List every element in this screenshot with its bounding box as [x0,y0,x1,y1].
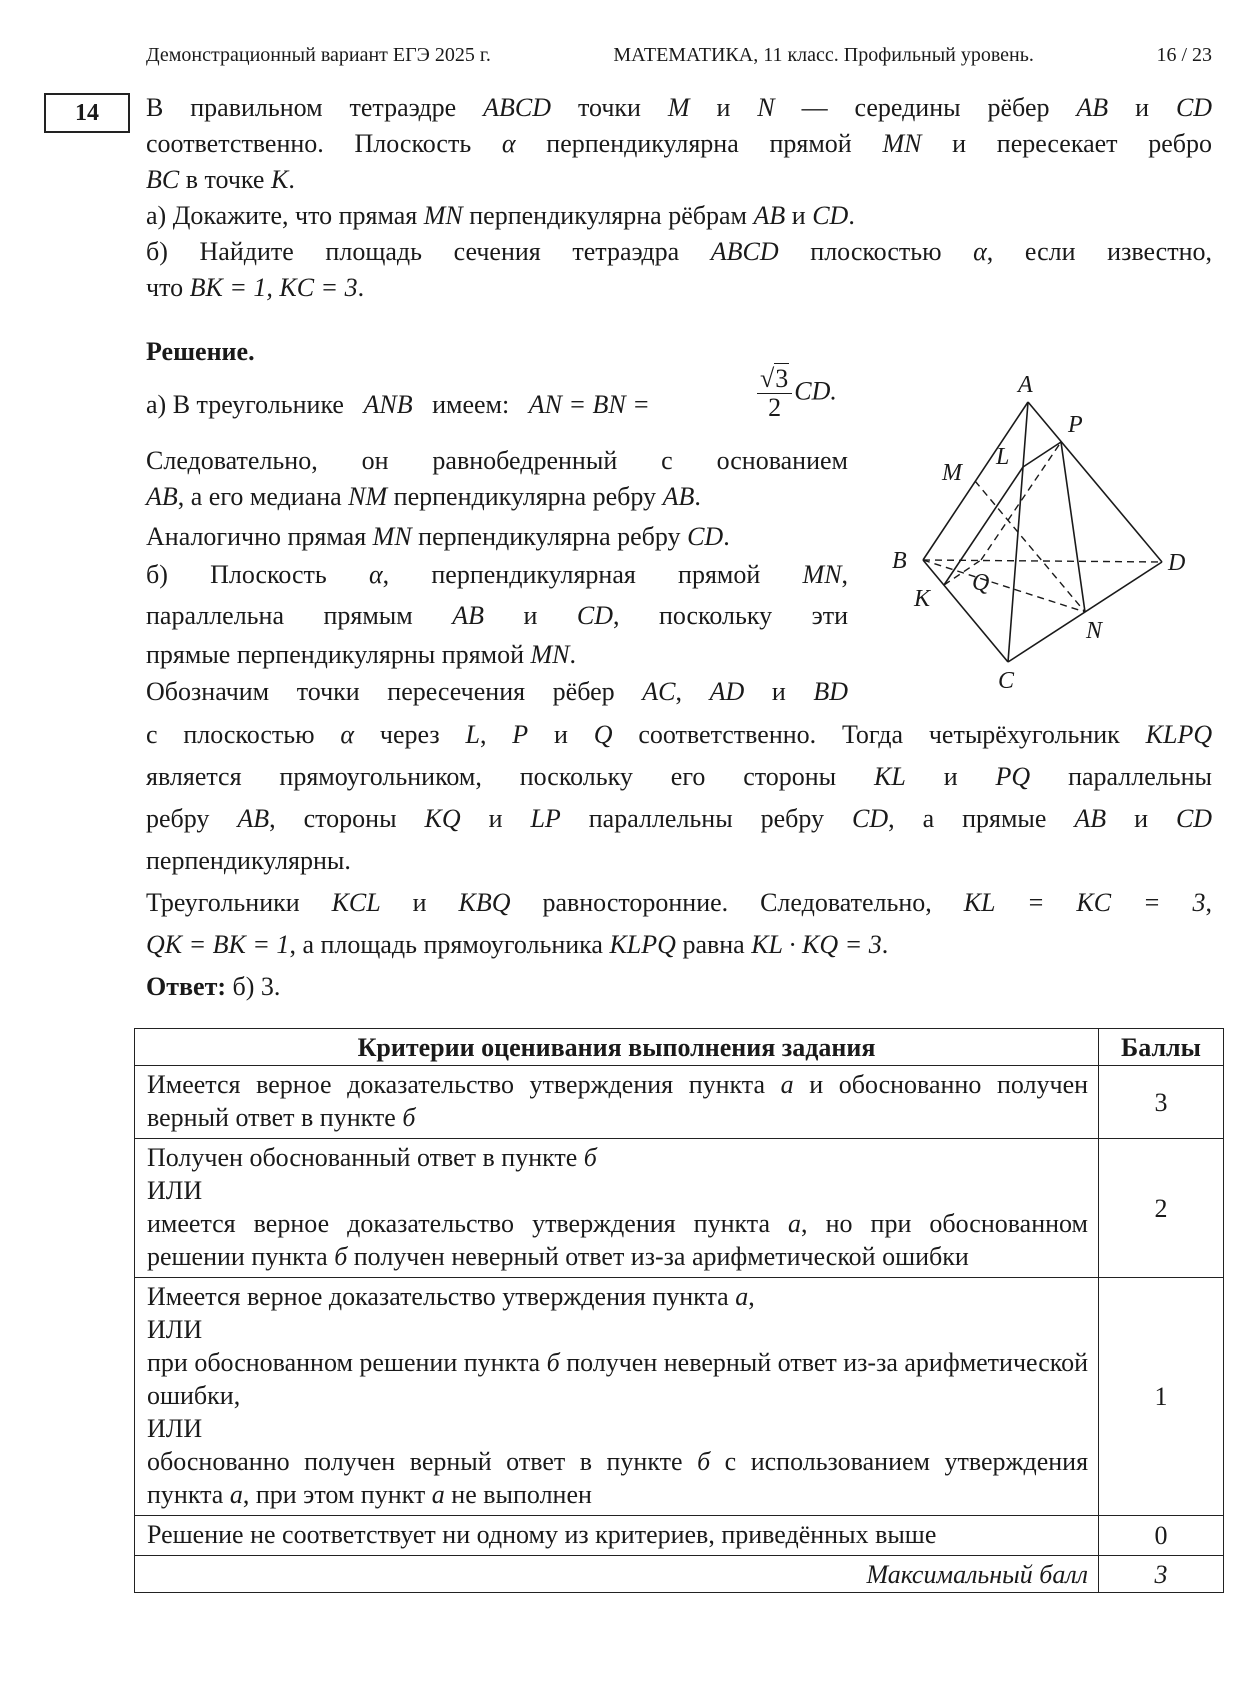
tetrahedron-figure [880,370,1210,690]
criteria-row [135,1278,1224,1516]
criteria-row [135,1139,1224,1278]
solution-line-3: AB, а его медиана NM перпендикулярна ребру AB. [146,482,701,511]
criteria-header: Критерии оценивания выполнения задания [135,1029,1099,1066]
edge-ad [1028,402,1162,562]
criteria-row [135,1516,1224,1556]
label-m: M [942,460,962,486]
label-l: L [996,444,1010,470]
sqrt-sign: √ [760,364,775,393]
answer-value: б) 3. [232,972,281,1001]
solution-line-8: Обозначим точки пересечения рёбер AC, AD и BD [146,677,849,706]
label-p: P [1068,412,1083,438]
answer-line [146,972,1212,1002]
max-score-row [135,1556,1224,1593]
problem-line-2: соответственно. Плоскость α перпендикулярна прямой MN и пересекает ребро [146,129,1212,158]
fraction-sqrt3-over-2: $\frac{√3}{2}$ CD. [755,365,837,422]
problem-line-3: BC в точке K. [146,165,295,194]
criteria-cell: Имеется верное доказательство утверждения пункта а, ИЛИ при обоснованном решении пункта б получен неверный ответ из-за арифметической ошибки, ИЛИ обоснованно получен верный ответ в пункте б с использованием утверждения пункта а, при этом пункт а не выполнен [135,1278,1099,1516]
given-values: BK = 1, KC = 3 [189,273,358,302]
problem-line-1: В правильном тетраэдре ABCD точки M и N — середины рёбер AB и CD [146,93,1213,122]
section-lp [1023,442,1061,467]
points-cell: 0 [1099,1516,1224,1556]
criteria-row [135,1066,1224,1139]
solution-line-2: Следовательно, он равнобедренный с основанием [146,446,848,475]
label-b: B [892,548,907,574]
label-q: Q [972,570,990,596]
solution-line-1: а) В треугольнике ANB имеем: AN = BN = [146,390,650,419]
header-page-number: 16 / 23 [1156,43,1212,66]
solution-line-10: является прямоугольником, поскольку его стороны KL и PQ параллельны [146,762,1212,791]
criteria-header-row [135,1029,1224,1066]
problem-part-a: а) Докажите, что прямая MN перпендикулярна рёбрам AB и CD. [146,201,855,230]
max-score-label: Максимальный балл [135,1556,1099,1593]
label-n: N [1086,618,1103,644]
points-cell: 3 [1099,1066,1224,1139]
solution-line-14: QK = BK = 1, а площадь прямоугольника KLPQ равна KL · KQ = 3. [146,930,889,959]
solution-line-5: б) Плоскость α, перпендикулярная прямой MN, [146,560,849,589]
solution-line-12: перпендикулярны. [146,846,351,875]
criteria-table [134,1028,1224,1593]
label-k: K [914,586,931,612]
solution-line-11: ребру AB, стороны KQ и LP параллельны ребру CD, а прямые AB и CD [146,804,1213,833]
answer-label: Ответ: [146,972,227,1001]
solution-line-9: с плоскостью α через L, P и Q соответственно. Тогда четырёхугольник KLPQ [146,720,1213,749]
header-subject: МАТЕМАТИКА, 11 класс. Профильный уровень. [613,43,1034,66]
label-c: C [998,668,1015,690]
solution-title: Решение. [146,337,255,366]
points-cell: 2 [1099,1139,1224,1278]
task-number-box: 14 [44,93,130,133]
header-exam-title: Демонстрационный вариант ЕГЭ 2025 г. [146,43,491,66]
segment-bn [923,560,1085,612]
label-a: A [1018,372,1033,398]
solution-line-4: Аналогично прямая MN перпендикулярна ребру CD. [146,522,730,551]
page-header [146,38,1212,72]
problem-part-b: б) Найдите площадь сечения тетраэдра ABCD плоскостью α, если известно, [146,237,1212,266]
problem-given: что BK = 1, KC = 3. [146,273,365,302]
section-pn [1061,442,1085,612]
edge-bc [923,560,1008,662]
criteria-cell: Получен обоснованный ответ в пункте б ИЛИ имеется верное доказательство утверждения пункта а, но при обоснованном решении пункта б получен неверный ответ из-за арифметической ошибки [135,1139,1099,1278]
label-d: D [1168,550,1186,576]
points-cell: 1 [1099,1278,1224,1516]
solution-line-7: прямые перпендикулярны прямой MN. [146,640,576,669]
criteria-cell: Имеется верное доказательство утверждения пункта а и обоснованно получен верный ответ в пункте б [135,1066,1099,1139]
points-header: Баллы [1099,1029,1224,1066]
solution-line-13: Треугольники KCL и KBQ равносторонние. Следовательно, KL = KC = 3, [146,888,1212,917]
max-score-value: 3 [1099,1556,1224,1593]
criteria-cell: Решение не соответствует ни одному из критериев, приведённых выше [135,1516,1099,1556]
solution-line-6: параллельна прямым AB и CD, поскольку эти [146,601,849,630]
